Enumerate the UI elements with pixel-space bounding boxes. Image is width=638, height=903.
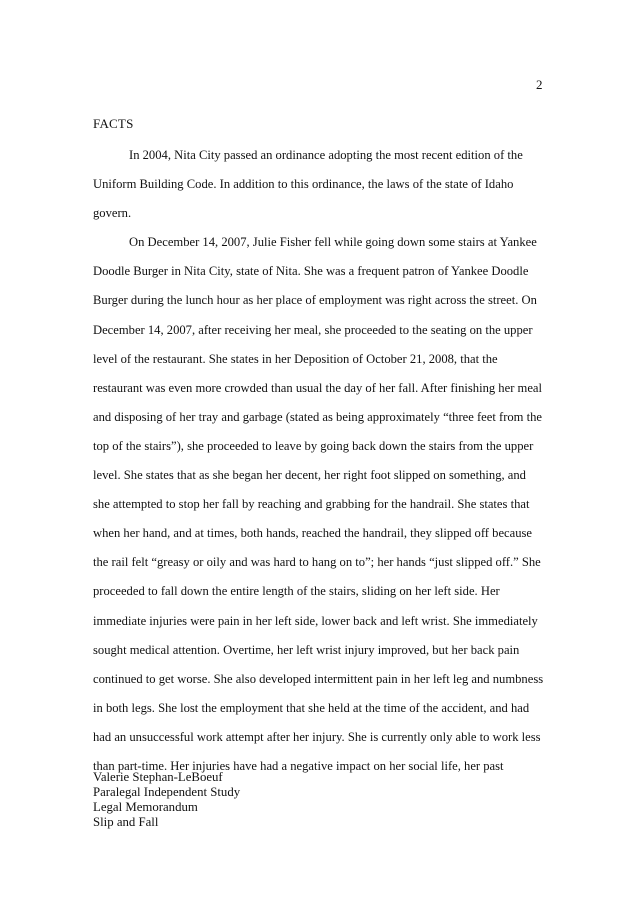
paragraph-line: immediate injuries were pain in her left side, lower back and left wrist. She immediately <box>93 613 538 628</box>
paragraph-line: proceeded to fall down the entire length of the stairs, sliding on her left side. Her <box>93 584 500 599</box>
facts-body <box>93 141 545 781</box>
paragraph-line: had an unsuccessful work attempt after her injury. She is currently only able to work less <box>93 729 541 744</box>
footer-document-type: Legal Memorandum <box>93 800 198 814</box>
paragraph-line: sought medical attention. Overtime, her left wrist injury improved, but her back pain <box>93 642 520 657</box>
paragraph-line: level of the restaurant. She states in her Deposition of October 21, 2008, that the <box>93 351 498 366</box>
paragraph-line: In 2004, Nita City passed an ordinance adopting the most recent edition of the <box>129 148 523 162</box>
paragraph-line: restaurant was even more crowded than usual the day of her fall. After finishing her meal <box>93 380 543 395</box>
paragraph-line: Uniform Building Code. In addition to this ordinance, the laws of the state of Idaho <box>93 177 514 192</box>
paragraph-line: govern. <box>93 206 132 221</box>
paragraph-line: continued to get worse. She also developed intermittent pain in her left leg and numbness <box>93 671 544 686</box>
footer-course: Paralegal Independent Study <box>93 785 241 799</box>
paragraph-line: On December 14, 2007, Julie Fisher fell while going down some stairs at Yankee <box>129 235 537 250</box>
footer-author: Valerie Stephan-LeBoeuf <box>93 770 223 784</box>
paragraph-line: Burger during the lunch hour as her place of employment was right across the street. On <box>93 293 537 308</box>
footer-topic: Slip and Fall <box>93 815 159 829</box>
page-footer <box>93 770 240 830</box>
paragraph-line: than part-time. Her injuries have had a negative impact on her social life, her past <box>93 758 504 773</box>
section-heading: FACTS <box>93 116 134 131</box>
page-number: 2 <box>536 77 543 92</box>
paragraph-line: and disposing of her tray and garbage (stated as being approximately “three feet from the <box>93 409 543 424</box>
paragraph-line: top of the stairs”), she proceeded to leave by going back down the stairs from the upper <box>93 438 534 453</box>
paragraph-line: level. She states that as she began her decent, her right foot slipped on something, and <box>93 468 526 483</box>
paragraph-line: Doodle Burger in Nita City, state of Nita. She was a frequent patron of Yankee Doodle <box>93 264 529 279</box>
paragraph-line: in both legs. She lost the employment that she held at the time of the accident, and had <box>93 700 530 715</box>
paragraph-line: when her hand, and at times, both hands, reached the handrail, they slipped off because <box>93 526 533 541</box>
paragraph-line: she attempted to stop her fall by reaching and grabbing for the handrail. She states that <box>93 497 530 512</box>
paragraph-line: the rail felt “greasy or oily and was hard to hang on to”; her hands “just slipped off.” She <box>93 555 541 570</box>
paragraph-line: December 14, 2007, after receiving her meal, she proceeded to the seating on the upper <box>93 322 533 337</box>
